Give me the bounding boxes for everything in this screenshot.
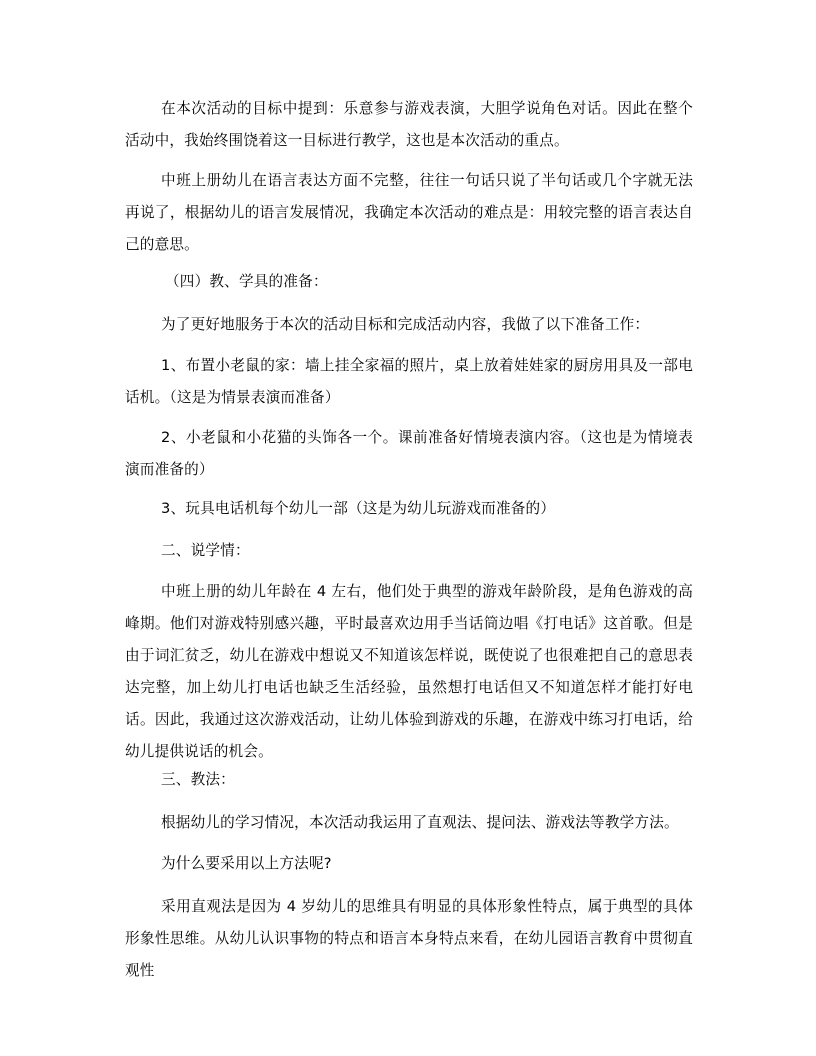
list-item-preparation-3: 3、玩具电话机每个幼儿一部（这是为幼儿玩游戏而准备的） (161, 500, 556, 517)
paragraph-activity-goal: 在本次活动的目标中提到：乐意参与游戏表演，大胆学说角色对话。因此在整个活动中，我始终围饶着这一目标进行教学，这也是本次活动的重点。 (125, 100, 693, 149)
paragraph-learner-analysis: 中班上册的幼儿年龄在 4 左右，他们处于典型的游戏年龄阶段，是角色游戏的高峰期。他们对游戏特别感兴趣，平时最喜欢边用手当话筒边唱《打电话》这首歌。但是由于词汇贫乏，幼儿在游戏中想说又不知道该怎样说，既使说了也很难把自己的意思表达完整，加上幼儿打电话也缺乏生活经验，虽然想打电话但又不知道怎样才能打好电话。因此，我通过这次游戏活动，让幼儿体验到游戏的乐趣，在游戏中练习打电话，给幼儿提供说话的机会。 (125, 583, 693, 760)
section-heading-learners: 二、说学情： (161, 542, 250, 559)
list-item-preparation-2: 2、小老鼠和小花猫的头饰各一个。课前准备好情境表演内容。（这也是为情境表演而准备的） (125, 429, 693, 478)
list-item-preparation-1: 1、布置小老鼠的家：墙上挂全家福的照片，桌上放着娃娃家的厨房用具及一部电话机。（这是为情景表演而准备） (125, 357, 693, 406)
paragraph-difficulty: 中班上册幼儿在语言表达方面不完整，往往一句话只说了半句话或几个字就无法再说了，根据幼儿的语言发展情况，我确定本次活动的难点是：用较完整的语言表达自己的意思。 (125, 172, 693, 253)
paragraph-methods: 根据幼儿的学习情况，本次活动我运用了直观法、提问法、游戏法等教学方法。 (161, 814, 679, 831)
paragraph-intuitive-method: 采用直观法是因为 4 岁幼儿的思维具有明显的具体形象性特点，属于典型的具体形象性思维。从幼儿认识事物的特点和语言本身特点来看，在幼儿园语言教育中贯彻直观性 (125, 898, 693, 979)
paragraph-methods-question: 为什么要采用以上方法呢? (161, 855, 332, 872)
section-heading-materials: （四）教、学具的准备： (165, 273, 328, 290)
section-heading-methods: 三、教法： (161, 771, 235, 788)
paragraph-preparation-intro: 为了更好地服务于本次的活动目标和完成活动内容，我做了以下准备工作： (161, 316, 650, 333)
